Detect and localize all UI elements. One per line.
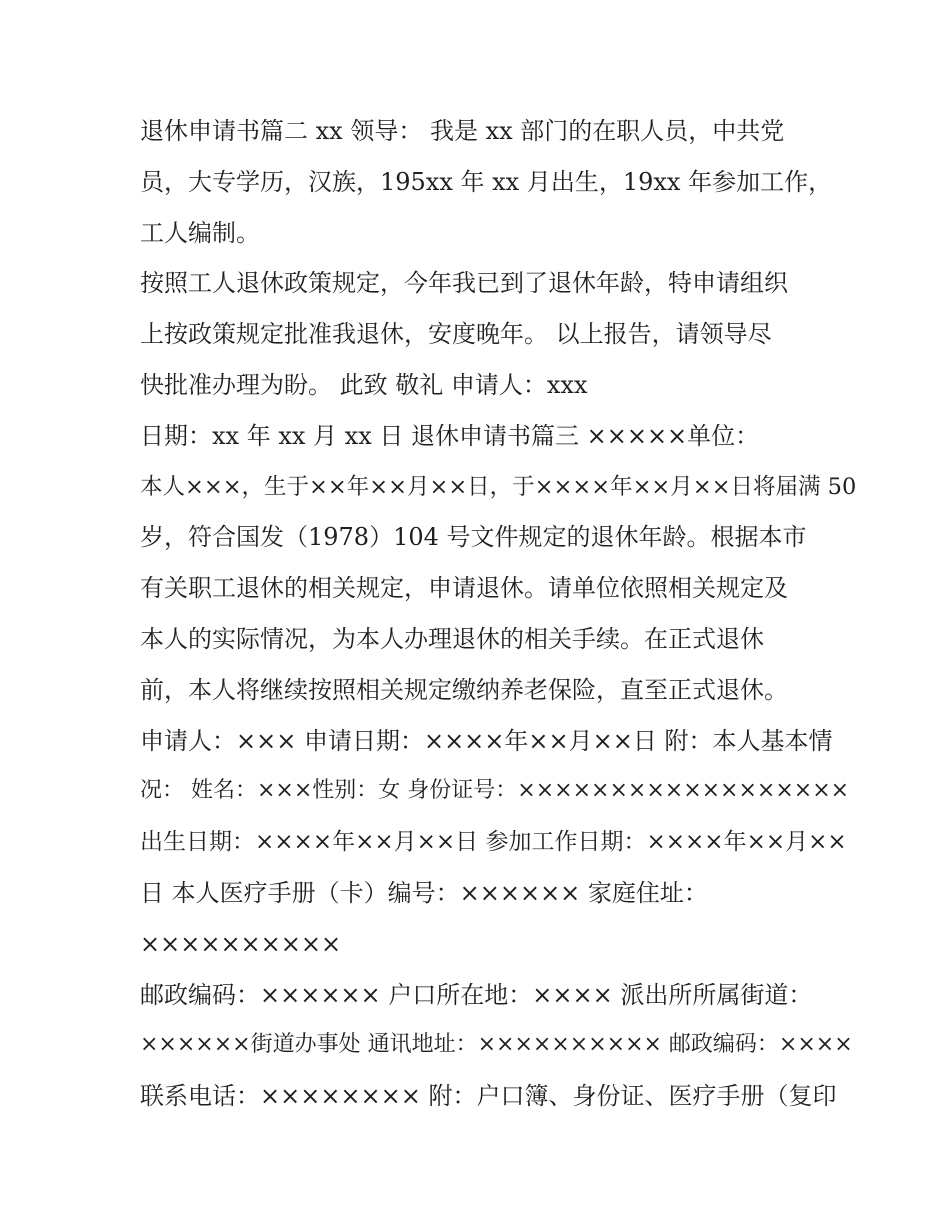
text-line: 本人的实际情况，为本人办理退休的相关手续。在正式退休 [140, 624, 764, 653]
text-line: 本人×××，生于××年××月××日，于××××年××月××日将届满 50 [140, 473, 857, 500]
text-line: 按照工人退休政策规定，今年我已到了退休年龄，特申请组织 [140, 269, 788, 298]
text-line: 退休申请书篇二 xx 领导： 我是 xx 部门的在职人员，中共党 [140, 117, 785, 145]
text-line: 有关职工退休的相关规定，申请退休。请单位依照相关规定及 [140, 574, 788, 603]
text-line: ×××××××××× [140, 929, 342, 958]
text-line: 日期：xx 年 xx 月 xx 日 退休申请书篇三 ×××××单位： [140, 421, 760, 450]
text-line: 联系电话：×××××××× 附：户口簿、身份证、医疗手册（复印 [140, 1082, 837, 1111]
document-body [140, 106, 857, 1122]
text-line: 工人编制。 [140, 218, 260, 247]
text-line: 日 本人医疗手册（卡）编号：×××××× 家庭住址： [140, 878, 708, 907]
text-line: ××××××街道办事处 通讯地址：×××××××××× 邮政编码：×××× [140, 1032, 853, 1058]
text-line: 申请人：××× 申请日期：××××年××月××日 附：本人基本情 [140, 726, 833, 755]
text-line: 上按政策规定批准我退休，安度晚年。 以上报告，请领导尽 [140, 320, 772, 349]
text-line: 员，大专学历，汉族，195xx 年 xx 月出生，19xx 年参加工作， [140, 167, 833, 196]
text-line: 前，本人将继续按照相关规定缴纳养老保险，直至正式退休。 [140, 675, 788, 704]
text-line: 岁，符合国发（1978）104 号文件规定的退休年龄。根据本市 [140, 523, 807, 552]
text-line: 况： 姓名：×××性别：女 身份证号：×××××××××××××××××× [140, 778, 850, 804]
text-line: 出生日期：××××年××月××日 参加工作日期：××××年××月×× [140, 829, 847, 856]
text-line: 邮政编码：×××××× 户口所在地：×××× 派出所所属街道： [140, 980, 813, 1009]
text-line: 快批准办理为盼。 此致 敬礼 申请人：xxx [140, 370, 588, 399]
